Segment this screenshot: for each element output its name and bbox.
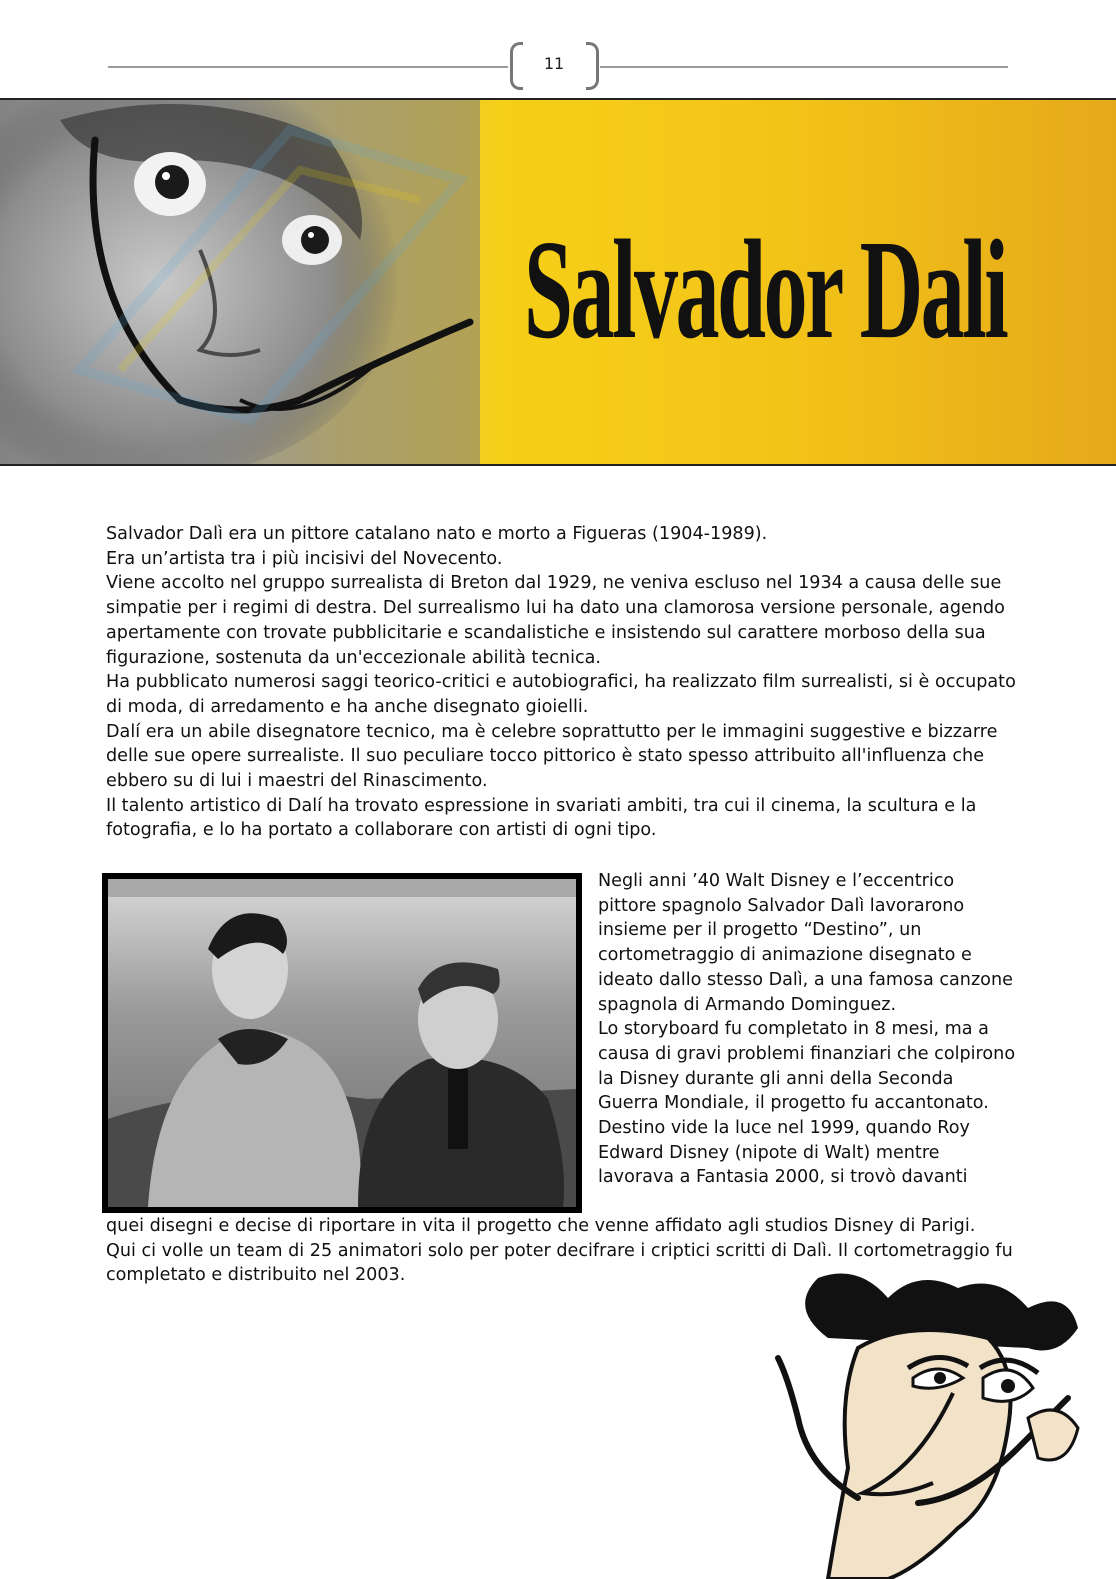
dali-and-disney-photo <box>102 873 582 1213</box>
header-rule-left <box>108 66 508 68</box>
intro-text <box>106 522 1016 843</box>
header-rule-right <box>600 66 1008 68</box>
intro-paragraph: Era un’artista tra i più incisivi del Novecento. <box>106 548 503 569</box>
destino-paragraph: Qui ci volle un team di 25 animatori solo per poter decifrare i criptici scritti di Dalì. Il cortometraggio fu completato e distribuito nel 2003. <box>106 1240 1013 1286</box>
intro-paragraph: Il talento artistico di Dalí ha trovato espressione in svariati ambiti, tra cui il cinema, la scultura e la fotografia, e lo ha portato a collaborare con artisti di ogni tipo. <box>106 795 977 841</box>
intro-paragraph: Dalí era un abile disegnatore tecnico, ma è celebre soprattutto per le immagini suggestive e bizzarre delle sue opere surrealiste. Il suo peculiare tocco pittorico è stato spesso attribuito all'influenza che ebbero su di lui i maestri del Rinascimento. <box>106 721 998 792</box>
page-number-bracket-right <box>586 42 599 90</box>
title-banner <box>0 98 1116 466</box>
destino-side-text <box>598 869 1018 1190</box>
intro-paragraph: Viene accolto nel gruppo surrealista di Breton dal 1929, ne veniva escluso nel 1934 a causa delle sue simpatie per i regimi di destra. Del surrealismo lui ha dato una clamorosa versione personale, agendo apertamente con trovate pubblicitarie e scandalistiche e insistendo sul carattere morboso della sua figurazione, sostenuta da un'eccezionale abilità tecnica. <box>106 573 1005 668</box>
destino-paragraph: quei disegni e decise di riportare in vita il progetto che venne affidato agli studios Disney di Parigi. <box>106 1216 976 1236</box>
intro-paragraph: Salvador Dalì era un pittore catalano nato e morto a Figueras (1904-1989). <box>106 524 768 544</box>
intro-paragraph: Ha pubblicato numerosi saggi teorico-critici e autobiografici, ha realizzato film surrealisti, si è occupato di moda, di arredamento e ha anche disegnato gioielli. <box>106 672 1016 717</box>
banner-title: Salvador Dali <box>524 210 1007 368</box>
dali-portrait-photo <box>0 100 480 464</box>
destino-paragraph: Negli anni ’40 Walt Disney e l’eccentrico pittore spagnolo Salvador Dalì lavorarono insieme per il progetto “Destino”, un cortometraggio di animazione disegnato e ideato dallo stesso Dalì, a una famosa canzone spagnola di Armando Dominguez. <box>598 871 1013 1015</box>
dali-caricature-drawing <box>768 1268 1116 1579</box>
destino-paragraph: Destino vide la luce nel 1999, quando Roy Edward Disney (nipote di Walt) mentre lavorava a Fantasia 2000, si trovò davanti <box>598 1118 970 1188</box>
page-number: 11 <box>543 54 565 73</box>
destino-paragraph: Lo storyboard fu completato in 8 mesi, ma a causa di gravi problemi finanziari che colpirono la Disney durante gli anni della Seconda Guerra Mondiale, il progetto fu accantonato. <box>598 1019 1016 1114</box>
